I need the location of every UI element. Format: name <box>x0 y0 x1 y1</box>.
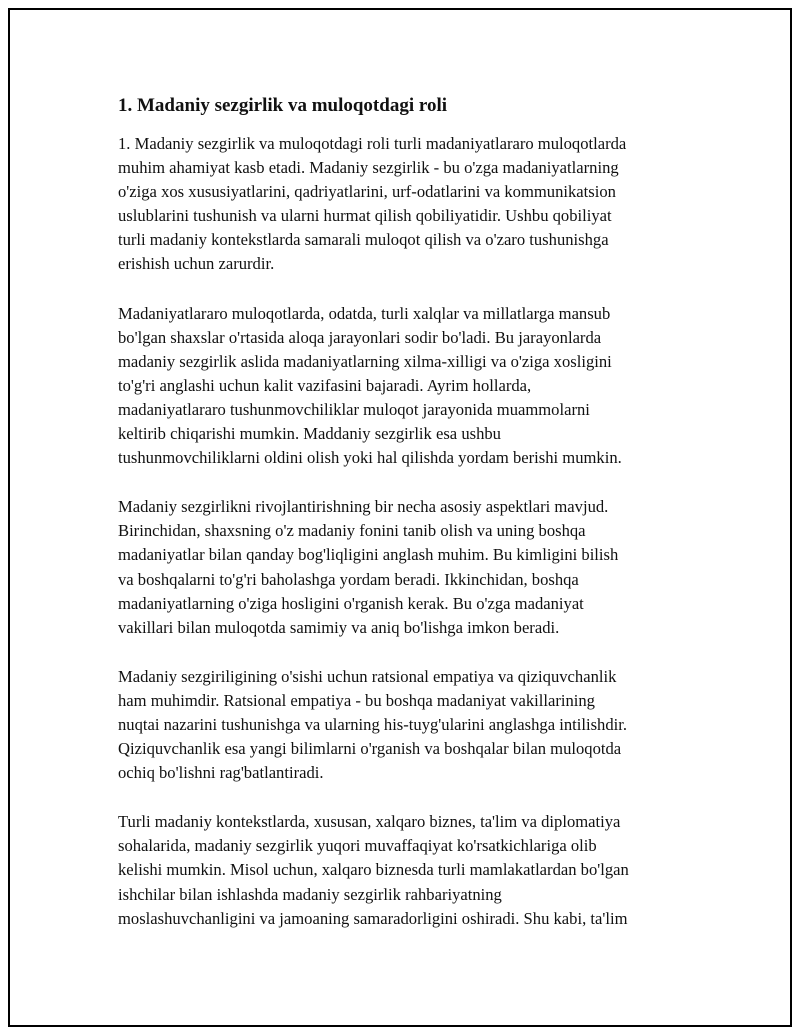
text-line: ham muhimdir. Ratsional empatiya - bu boshqa madaniyat vakillarining <box>118 690 595 710</box>
text-line: ishchilar bilan ishlashda madaniy sezgirlik rahbariyatning <box>118 884 502 904</box>
text-line: o'ziga xos xususiyatlarini, qadriyatlarini, urf-odatlarini va kommunikatsion <box>118 182 616 202</box>
text-line: madaniy sezgirlik aslida madaniyatlarning xilma-xilligi va o'ziga xosligini <box>118 351 612 371</box>
text-line: uslublarini tushunish va ularni hurmat qilish qobiliyatidir. Ushbu qobiliyat <box>118 206 612 226</box>
text-line: Birinchidan, shaxsning o'z madaniy fonini tanib olish va uning boshqa <box>118 521 586 541</box>
text-line: va boshqalarni to'g'ri baholashga yordam beradi. Ikkinchidan, boshqa <box>118 569 579 589</box>
text-line: Madaniy sezgirlikni rivojlantirishning bir necha asosiy aspektlari mavjud. <box>118 497 609 517</box>
text-line: Qiziquvchanlik esa yangi bilimlarni o'rganish va boshqalar bilan muloqotda <box>118 739 622 759</box>
paragraph-5 <box>118 810 690 930</box>
text-line: sohalarida, madaniy sezgirlik yuqori muvaffaqiyat ko'rsatkichlariga olib <box>118 836 597 856</box>
text-line: nuqtai nazarini tushunishga va ularning his-tuyg'ularini anglashga intilishdir. <box>118 714 628 734</box>
text-line: keltirib chiqarishi mumkin. Maddaniy sezgirlik esa ushbu <box>118 424 501 444</box>
text-line: madaniyatlararo tushunmovchiliklar muloqot jarayonida muammolarni <box>118 399 590 419</box>
text-line: vakillari bilan muloqotda samimiy va aniq bo'lishga imkon beradi. <box>118 617 560 637</box>
text-line: moslashuvchanligini va jamoaning samaradorligini oshiradi. Shu kabi, ta'lim <box>118 908 628 928</box>
text-line: madaniyatlar bilan qanday bog'liqligini anglash muhim. Bu kimligini bilish <box>118 545 619 565</box>
text-line: Madaniy sezgiriligining o'sishi uchun ratsional empatiya va qiziquvchanlik <box>118 666 617 686</box>
document-body <box>118 92 690 956</box>
paragraph-3 <box>118 495 690 640</box>
text-line: tushunmovchiliklarni oldini olish yoki hal qilishda yordam berishi mumkin. <box>118 448 622 468</box>
paragraph-2 <box>118 302 690 471</box>
text-line: ochiq bo'lishni rag'batlantiradi. <box>118 763 324 783</box>
paragraph-4 <box>118 665 690 785</box>
text-line: kelishi mumkin. Misol uchun, xalqaro biznesda turli mamlakatlardan bo'lgan <box>118 860 629 880</box>
paragraph-1 <box>118 132 690 277</box>
text-line: erishish uchun zarurdir. <box>118 254 275 274</box>
text-line: bo'lgan shaxslar o'rtasida aloqa jarayonlari sodir bo'ladi. Bu jarayonlarda <box>118 327 602 347</box>
text-line: 1. Madaniy sezgirlik va muloqotdagi roli turli madaniyatlararo muloqotlarda <box>118 134 627 153</box>
text-line: turli madaniy kontekstlarda samarali muloqot qilish va o'zaro tushunishga <box>118 230 609 250</box>
text-line: Madaniyatlararo muloqotlarda, odatda, turli xalqlar va millatlarga mansub <box>118 303 611 323</box>
text-line: Turli madaniy kontekstlarda, xususan, xalqaro biznes, ta'lim va diplomatiya <box>118 812 621 832</box>
section-heading: 1. Madaniy sezgirlik va muloqotdagi roli <box>118 95 448 116</box>
text-line: to'g'ri anglashi uchun kalit vazifasini bajaradi. Ayrim hollarda, <box>118 375 532 395</box>
text-line: madaniyatlarning o'ziga hosligini o'rganish kerak. Bu o'zga madaniyat <box>118 593 584 613</box>
text-line: muhim ahamiyat kasb etadi. Madaniy sezgirlik - bu o'zga madaniyatlarning <box>118 158 619 178</box>
